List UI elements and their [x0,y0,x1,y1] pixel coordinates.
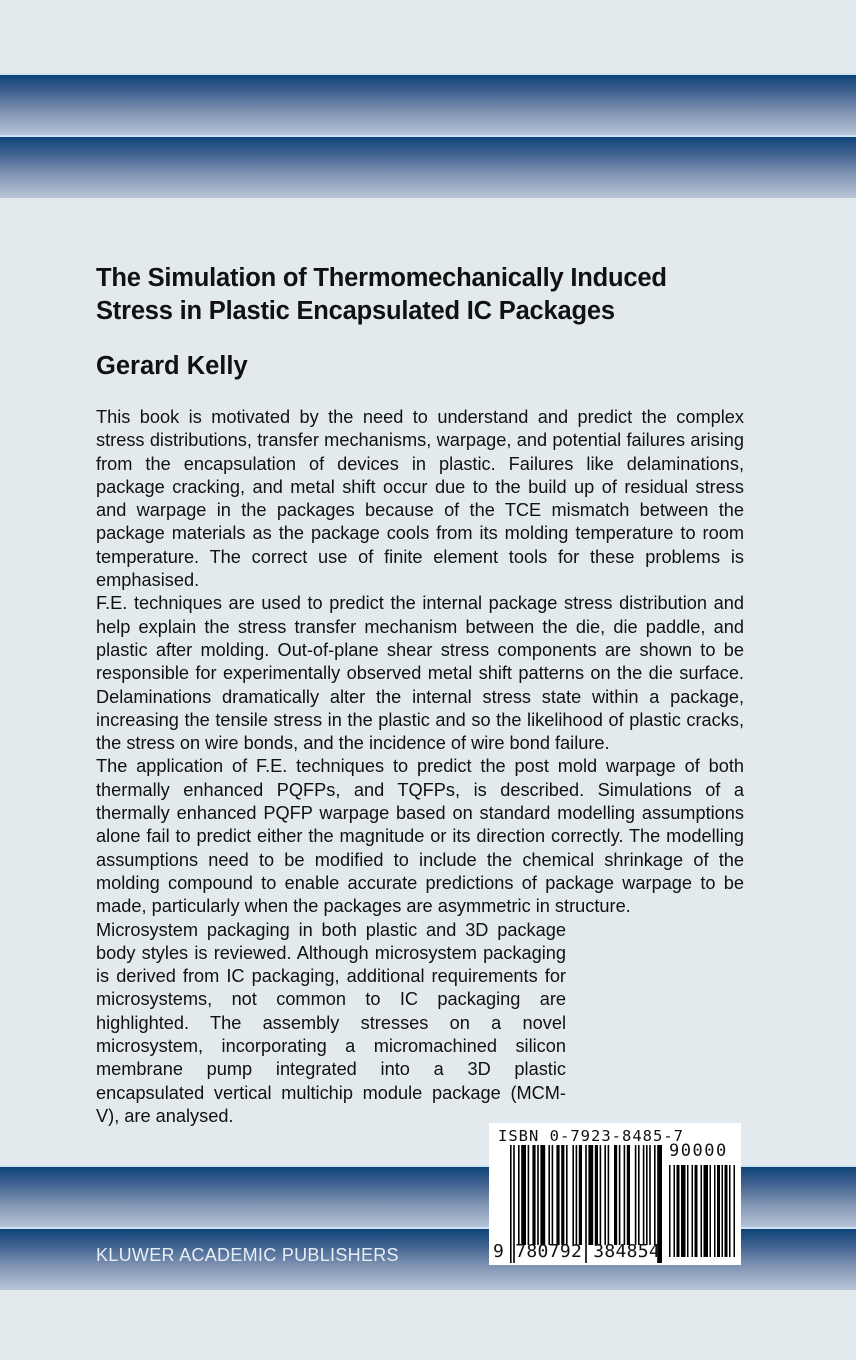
decorative-band-top-2 [0,135,856,198]
barcode-addon-bar [717,1165,720,1257]
barcode-bar [619,1145,621,1245]
barcode-bar [552,1145,554,1245]
barcode-addon-bar [729,1165,731,1257]
barcode-bar [643,1145,645,1245]
barcode-addon-bar [674,1165,676,1257]
barcode-bar [646,1145,648,1245]
blurb-paragraph: This book is motivated by the need to understand and predict the complex stress distributions, transfer mechanisms, warpage, and potential failures arising from the encapsulation of devices in plastic. Failures like delaminations, package cracking, and metal shift occur due to the build up of residual stress and warpage in the packages because of the TCE mismatch between the package materials as the package cools from its molding temperature to room temperature. The correct use of finite element tools for these problems is emphasised. [96,407,744,591]
barcode-addon-bar [677,1165,680,1257]
barcode-addon-bar [669,1165,671,1257]
barcode-bar [521,1145,526,1245]
barcode-bar [576,1145,578,1245]
barcode-bar [635,1145,637,1245]
decorative-band-top-1 [0,73,856,136]
barcode-bar [595,1145,598,1245]
barcode-bar [654,1145,656,1245]
barcode-addon-bar [725,1165,728,1257]
blurb [96,406,744,1128]
blurb-paragraph: The application of F.E. techniques to predict the post mold warpage of both thermally enhanced PQFPs, and TQFPs, is described. Simulations of a thermally enhanced PQFP warpage based on standard modelling assumptions alone fail to predict either the magnitude or its direction correctly. The modelling assumptions need to be modified to include the chemical shrinkage of the molding compound to enable accurate predictions of package warpage to be made, particularly when the packages are asymmetric in structure. [96,756,744,917]
barcode-bar [604,1145,606,1245]
author-name: Gerard Kelly [96,352,248,380]
barcode-addon-bar [692,1165,694,1257]
barcode-bar [566,1145,568,1245]
barcode-bar [528,1145,530,1245]
price-addon-text: 90000 [669,1141,728,1161]
barcode-bar [627,1145,630,1245]
barcode-addon-bar [687,1165,689,1257]
isbn-barcode [489,1123,741,1265]
back-cover-content [96,262,744,1128]
barcode-addon-bar [734,1165,736,1257]
isbn-text: ISBN 0-7923-8485-7 [498,1127,684,1145]
barcode-bar [649,1145,651,1245]
barcode-bar [600,1145,602,1245]
barcode-bar [579,1145,582,1245]
publisher-name: KLUWER ACADEMIC PUBLISHERS [96,1245,399,1265]
barcode-bar [548,1145,550,1245]
barcode-bar [608,1145,610,1245]
barcode-addon-bar [701,1165,703,1257]
barcode-bar [532,1145,535,1245]
blurb-paragraph: F.E. techniques are used to predict the internal package stress distribution and help explain the stress transfer mechanism between the die, die paddle, and plastic after molding. Out-of-plane shear stress components are shown to be responsible for experimentally observed metal shift patterns on the die surface. Delaminations dramatically alter the internal stress state within a package, increasing the tensile stress in the plastic and so the likelihood of plastic cracks, the stress on wire bonds, and the incidence of wire bond failure. [96,593,744,754]
barcode-bar [588,1145,593,1245]
blurb-paragraph: Microsystem packaging in both plastic and 3D package body styles is reviewed. Although microsystem packaging is derived from IC packaging, additional requirements for microsystems, not common to IC packaging are highlighted. The assembly stresses on a novel microsystem, incorporating a micromachined silicon membrane pump integrated into a 3D plastic encapsulated vertical multichip module package (MCM-V), are analysed. [96,919,566,1126]
barcode-bar [540,1145,545,1245]
barcode-bar [614,1145,617,1245]
barcode-bar [572,1145,574,1245]
ean-number: 9 780792 384854 [493,1241,661,1262]
barcode-addon-bar [681,1165,686,1257]
barcode-bar [624,1145,626,1245]
book-title: The Simulation of Thermomechanically Induced Stress in Plastic Encapsulated IC Packages [96,264,667,325]
barcode-bar [537,1145,539,1245]
barcode-bar [561,1145,564,1245]
barcode-addon-bar [714,1165,716,1257]
barcode-bar [518,1145,520,1245]
barcode-bar [556,1145,559,1245]
barcode-addon-bar [695,1165,698,1257]
barcode-addon-bar [704,1165,709,1257]
barcode-bar [638,1145,640,1245]
barcode-addon-bar [722,1165,724,1257]
barcode-addon-bar [710,1165,712,1257]
